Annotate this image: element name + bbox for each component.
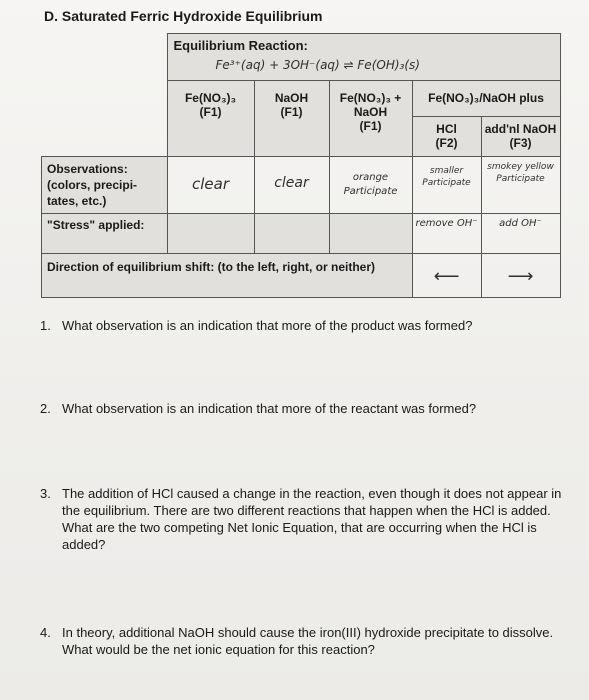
subcol-title: HCl xyxy=(436,122,457,136)
col-header-naoh xyxy=(254,81,329,157)
direction-naoh: ⟶ xyxy=(481,254,560,298)
col-header-plus xyxy=(412,81,560,117)
col-title: Fe(NO₃)₃ + NaOH xyxy=(339,91,402,119)
obs-hcl: smaller Participate xyxy=(412,157,481,214)
question-text: The addition of HCl caused a change in the reaction, even though it does not appear in the equilibrium. There are two different reactions that happen when the HCl is added. What are the two competing Net Ionic Equation, that are occurring when the HCl is added? xyxy=(62,486,562,552)
stress-label: "Stress" applied: xyxy=(42,214,168,254)
col-sub: (F1) xyxy=(199,105,222,119)
subcol-title: add'nl NaOH xyxy=(484,122,557,136)
col-title: Fe(NO₃)₃/NaOH plus xyxy=(428,91,544,105)
question-1 xyxy=(40,317,562,334)
handwritten-reaction: Fe³⁺(aq) + 3OH⁻(aq) ⇌ Fe(OH)₃(s) xyxy=(215,58,420,72)
obs-mixture: orange Participate xyxy=(329,157,412,214)
obs-naoh: clear xyxy=(254,157,329,214)
question-4 xyxy=(40,624,562,658)
question-3 xyxy=(40,485,562,553)
stress-empty-1 xyxy=(167,214,254,254)
blank-corner xyxy=(42,34,168,81)
question-number: 4. xyxy=(40,625,51,640)
question-number: 2. xyxy=(40,401,51,416)
question-number: 1. xyxy=(40,318,51,333)
blank-header-left xyxy=(42,81,168,157)
observations-label: Observations: (colors, precipi-tates, etc.) xyxy=(42,157,168,214)
question-text: What observation is an indication that more of the reactant was formed? xyxy=(62,401,477,416)
col-title: Fe(NO₃)₃ xyxy=(184,91,237,105)
question-number: 3. xyxy=(40,486,51,501)
col-header-fe-nitrate xyxy=(167,81,254,157)
obs-naoh-extra: smokey yellow Participate xyxy=(481,157,560,214)
question-2 xyxy=(40,400,562,417)
equilibrium-label: Equilibrium Reaction: xyxy=(173,38,308,53)
stress-empty-3 xyxy=(329,214,412,254)
section-title: D. Saturated Ferric Hydroxide Equilibrium xyxy=(44,8,323,24)
equilibrium-reaction-cell xyxy=(167,34,560,81)
col-sub: (F1) xyxy=(280,105,303,119)
question-text: What observation is an indication that more of the product was formed? xyxy=(62,318,473,333)
stress-naoh: add OH⁻ xyxy=(481,214,560,254)
subcol-header-naoh xyxy=(481,117,560,157)
col-sub: (F1) xyxy=(359,119,382,133)
stress-hcl: remove OH⁻ xyxy=(412,214,481,254)
subcol-sub: (F2) xyxy=(435,136,458,150)
equilibrium-table xyxy=(41,33,561,298)
obs-fe-nitrate: clear xyxy=(167,157,254,214)
subcol-sub: (F3) xyxy=(509,136,532,150)
direction-hcl: ⟵ xyxy=(412,254,481,298)
stress-empty-2 xyxy=(254,214,329,254)
subcol-header-hcl xyxy=(412,117,481,157)
col-title: NaOH xyxy=(274,91,309,105)
direction-label: Direction of equilibrium shift: (to the left, right, or neither) xyxy=(42,254,413,298)
col-header-mixture xyxy=(329,81,412,157)
question-text: In theory, additional NaOH should cause the iron(III) hydroxide precipitate to dissolve. What would be the net ionic equation for this reaction? xyxy=(62,625,554,657)
